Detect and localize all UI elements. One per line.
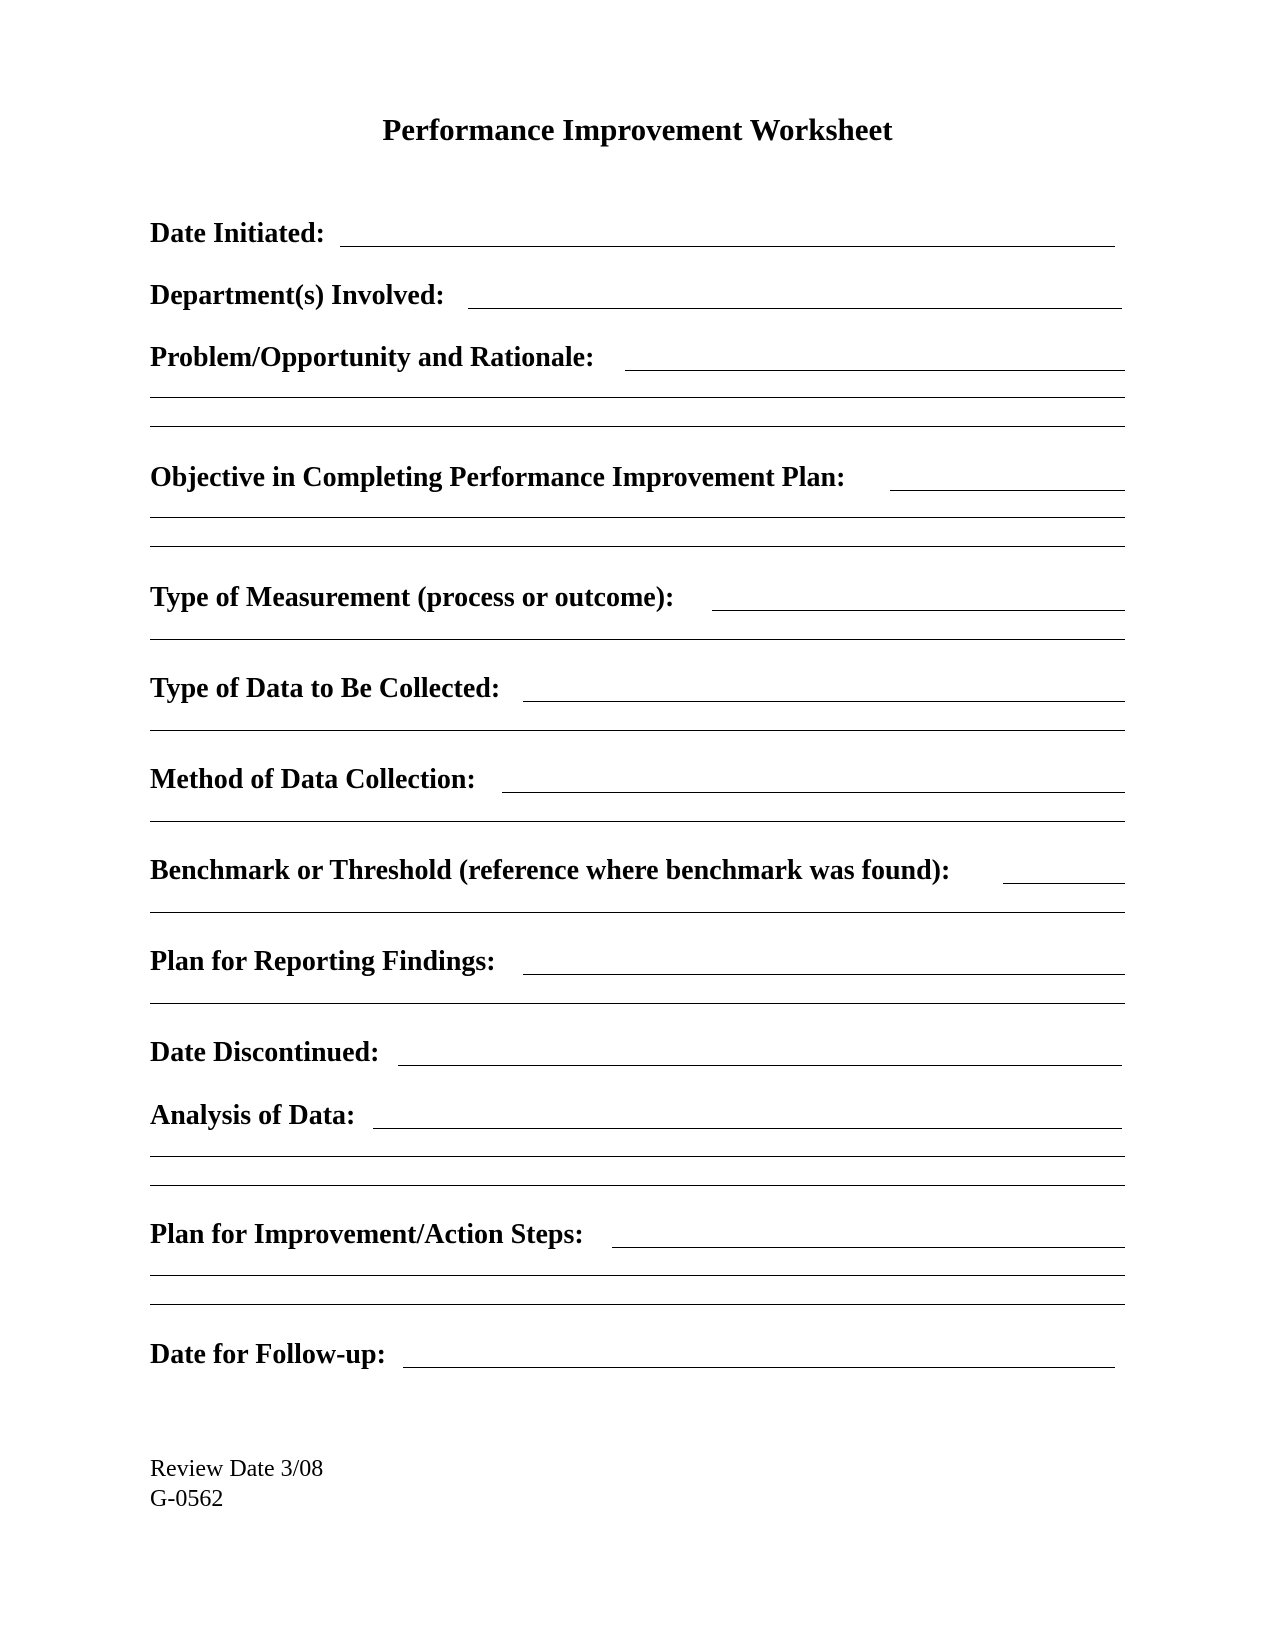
objective-line[interactable]	[890, 490, 1125, 491]
analysis-of-data-field[interactable]	[150, 1098, 1122, 1134]
departments-involved-label: Department(s) Involved:	[150, 278, 445, 314]
departments-involved-line[interactable]	[468, 308, 1122, 309]
date-for-followup-line[interactable]	[403, 1367, 1115, 1368]
method-of-collection-line[interactable]	[502, 792, 1125, 793]
objective-field[interactable]	[150, 460, 1125, 496]
type-of-data-label: Type of Data to Be Collected:	[150, 671, 500, 707]
plan-for-improvement-line-3[interactable]	[150, 1304, 1125, 1305]
benchmark-label: Benchmark or Threshold (reference where benchmark was found):	[150, 853, 950, 889]
objective-label: Objective in Completing Performance Improvement Plan:	[150, 460, 845, 496]
date-initiated-label: Date Initiated:	[150, 216, 325, 252]
analysis-of-data-line-3[interactable]	[150, 1185, 1125, 1186]
type-of-data-line[interactable]	[523, 701, 1125, 702]
type-of-data-line-2[interactable]	[150, 730, 1125, 731]
type-of-measurement-label: Type of Measurement (process or outcome):	[150, 580, 674, 616]
benchmark-line[interactable]	[1003, 883, 1125, 884]
problem-opportunity-line-3[interactable]	[150, 426, 1125, 427]
plan-for-reporting-line-2[interactable]	[150, 1003, 1125, 1004]
review-date: Review Date 3/08	[150, 1456, 324, 1482]
problem-opportunity-line-2[interactable]	[150, 397, 1125, 398]
date-discontinued-label: Date Discontinued:	[150, 1035, 379, 1071]
departments-involved-field[interactable]	[150, 278, 1122, 314]
type-of-measurement-field[interactable]	[150, 580, 1125, 616]
plan-for-improvement-line[interactable]	[612, 1247, 1125, 1248]
method-of-collection-line-2[interactable]	[150, 821, 1125, 822]
method-of-collection-label: Method of Data Collection:	[150, 762, 476, 798]
benchmark-field[interactable]	[150, 853, 1125, 889]
type-of-measurement-line[interactable]	[712, 610, 1125, 611]
date-discontinued-line[interactable]	[398, 1065, 1122, 1066]
plan-for-improvement-field[interactable]	[150, 1217, 1125, 1253]
problem-opportunity-label: Problem/Opportunity and Rationale:	[150, 340, 594, 376]
objective-line-3[interactable]	[150, 546, 1125, 547]
method-of-collection-field[interactable]	[150, 762, 1125, 798]
type-of-data-field[interactable]	[150, 671, 1125, 707]
analysis-of-data-line[interactable]	[373, 1128, 1122, 1129]
plan-for-reporting-field[interactable]	[150, 944, 1125, 980]
type-of-measurement-line-2[interactable]	[150, 639, 1125, 640]
page-title: Performance Improvement Worksheet	[382, 112, 893, 147]
plan-for-reporting-line[interactable]	[523, 974, 1125, 975]
footer	[150, 1454, 323, 1514]
plan-for-reporting-label: Plan for Reporting Findings:	[150, 944, 496, 980]
analysis-of-data-label: Analysis of Data:	[150, 1098, 355, 1134]
date-for-followup-field[interactable]	[150, 1337, 1115, 1373]
analysis-of-data-line-2[interactable]	[150, 1156, 1125, 1157]
problem-opportunity-field[interactable]	[150, 340, 1125, 376]
date-discontinued-field[interactable]	[150, 1035, 1122, 1071]
form-code: G-0562	[150, 1486, 224, 1512]
problem-opportunity-line[interactable]	[625, 370, 1125, 371]
plan-for-improvement-line-2[interactable]	[150, 1275, 1125, 1276]
date-initiated-field[interactable]	[150, 216, 1115, 252]
date-initiated-line[interactable]	[340, 246, 1115, 247]
benchmark-line-2[interactable]	[150, 912, 1125, 913]
date-for-followup-label: Date for Follow-up:	[150, 1337, 386, 1373]
objective-line-2[interactable]	[150, 517, 1125, 518]
plan-for-improvement-label: Plan for Improvement/Action Steps:	[150, 1217, 584, 1253]
